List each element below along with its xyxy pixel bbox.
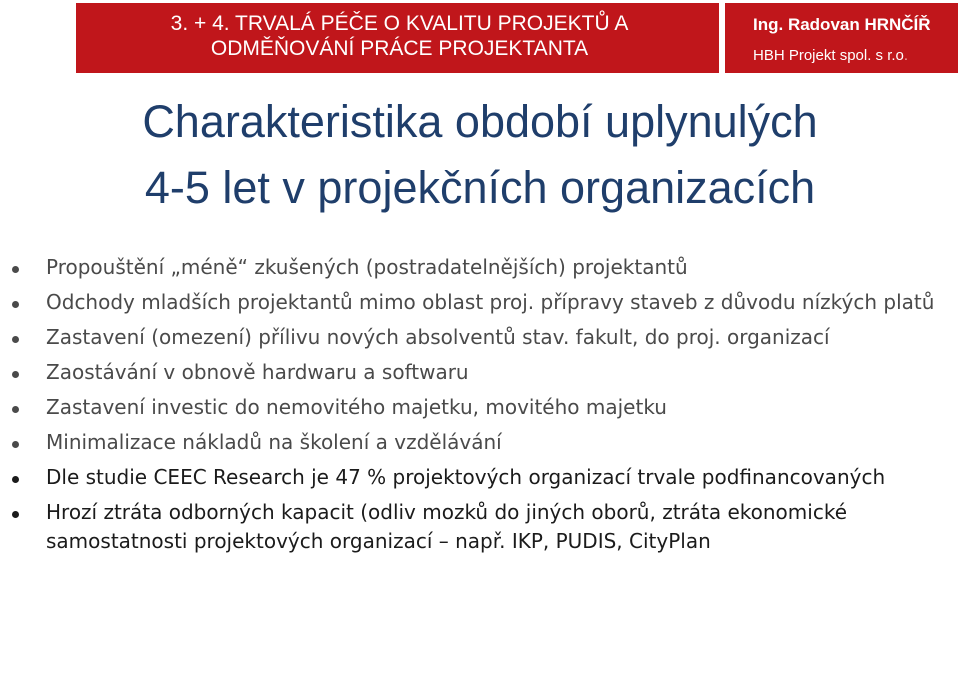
bullet-dot-icon bbox=[12, 371, 19, 378]
bullet-item bbox=[10, 323, 955, 352]
slide-title-line-2: 4-5 let v projekčních organizacích bbox=[144, 162, 816, 213]
bullet-text: Hrozí ztráta odborných kapacit (odliv mozků do jiných oborů, ztráta ekonomické samostatnosti projektových organizací – např. IKP, PUDIS, CityPlan bbox=[46, 500, 847, 553]
company-name-text: HBH Projekt spol. s r.o bbox=[753, 47, 904, 64]
bullet-item bbox=[10, 428, 955, 457]
bullet-text: Zastavení investic do nemovitého majetku, movitého majetku bbox=[46, 395, 667, 419]
bullet-text: Zaostávání v obnově hardwaru a softwaru bbox=[46, 360, 469, 384]
bullet-item bbox=[10, 288, 955, 317]
bullet-text: Zastavení (omezení) přílivu nových absolventů stav. fakult, do proj. organizací bbox=[46, 325, 830, 349]
author-banner bbox=[725, 3, 958, 73]
bullet-text: Propouštění „méně“ zkušených (postradatelnějších) projektantů bbox=[46, 255, 688, 279]
bullet-dot-icon bbox=[12, 476, 19, 483]
bullet-item bbox=[10, 393, 955, 422]
section-title-line-2: ODMĚŇOVÁNÍ PRÁCE PROJEKTANTA bbox=[210, 37, 589, 60]
bullet-text: Odchody mladších projektantů mimo oblast proj. přípravy staveb z důvodu nízkých platů bbox=[46, 290, 935, 314]
bullet-text: Dle studie CEEC Research je 47 % projektových organizací trvale podfinancovaných bbox=[46, 465, 886, 489]
bullet-list bbox=[10, 253, 955, 562]
bullet-item bbox=[10, 358, 955, 387]
bullet-dot-icon bbox=[12, 511, 19, 518]
bullet-item bbox=[10, 253, 955, 282]
bullet-dot-icon bbox=[12, 441, 19, 448]
bullet-dot-icon bbox=[12, 336, 19, 343]
bullet-dot-icon bbox=[12, 406, 19, 413]
slide-title-line-1: Charakteristika období uplynulých bbox=[142, 96, 818, 147]
author-name: Ing. Radovan HRNČÍŘ bbox=[753, 15, 931, 34]
bullet-text: Minimalizace nákladů na školení a vzdělávání bbox=[46, 430, 502, 454]
company-name-tail: . bbox=[903, 47, 909, 64]
bullet-item bbox=[10, 463, 955, 492]
section-header-banner bbox=[76, 3, 719, 73]
section-title-line-1: 3. + 4. TRVALÁ PÉČE O KVALITU PROJEKTŮ A bbox=[170, 12, 629, 35]
company-name bbox=[753, 47, 908, 64]
bullet-dot-icon bbox=[12, 301, 19, 308]
bullet-dot-icon bbox=[12, 266, 19, 273]
bullet-item bbox=[10, 498, 955, 556]
